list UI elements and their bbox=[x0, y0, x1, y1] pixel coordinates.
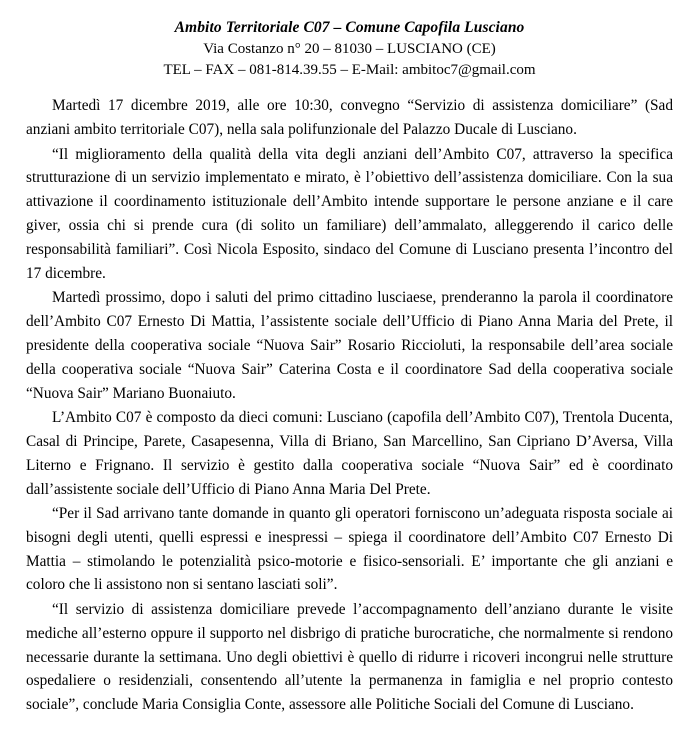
letterhead bbox=[26, 18, 673, 80]
letterhead-address: Via Costanzo n° 20 – 81030 – LUSCIANO (CE) bbox=[203, 40, 496, 57]
paragraph: Martedì 17 dicembre 2019, alle ore 10:30, convegno “Servizio di assistenza domiciliare” (Sad anziani ambito territoriale C07), nella sala polifunzionale del Palazzo Ducale di Lusciano. bbox=[26, 97, 673, 139]
letterhead-contact: TEL – FAX – 081-814.39.55 – E-Mail: ambitoc7@gmail.com bbox=[163, 61, 536, 78]
paragraph: “Per il Sad arrivano tante domande in quanto gli operatori forniscono un’adeguata risposta sociale ai bisogni degli utenti, quelli espressi e inespressi – spiega il coordinatore dell’Ambito C07 Ernesto Di Mattia – stimolando le potenzialità psico-motorie e fisico-sensoriali. E’ importante che gli anziani e coloro che li assistono non si sentano lasciati soli”. bbox=[26, 504, 673, 594]
letterhead-title: Ambito Territoriale C07 – Comune Capofila Lusciano bbox=[174, 19, 525, 36]
paragraph: Martedì prossimo, dopo i saluti del primo cittadino lusciaese, prenderanno la parola il coordinatore dell’Ambito C07 Ernesto Di Mattia, l’assistente sociale dell’Ufficio di Piano Anna Maria del Prete, il presidente della cooperativa sociale “Nuova Sair” Rosario Riccioluti, la responsabile dell’area sociale della cooperativa sociale “Nuova Sair” Caterina Costa e il coordinatore Sad della cooperativa sociale “Nuova Sair” Mariano Buonaiuto. bbox=[26, 289, 673, 402]
document-body bbox=[26, 94, 673, 717]
paragraph: L’Ambito C07 è composto da dieci comuni: Lusciano (capofila dell’Ambito C07), Trentola Ducenta, Casal di Principe, Parete, Casapesenna, Villa di Briano, San Marcellino, San Cipriano D’Aversa, Villa Literno e Frignano. Il servizio è gestito dalla cooperativa sociale “Nuova Sair” ed è coordinato dall’assistente sociale dell’Ufficio di Piano Anna Maria Del Prete. bbox=[26, 408, 673, 498]
paragraph: “Il servizio di assistenza domiciliare prevede l’accompagnamento dell’anziano durante le visite mediche all’esterno oppure il supporto nel disbrigo di pratiche burocratiche, che normalmente si rendono necessarie durante la settimana. Uno degli obiettivi è quello di ridurre i ricoveri incongrui nelle strutture ospedaliere o residenziali, consentendo all’utente la permanenza in famiglia e nel proprio contesto sociale”, conclude Maria Consiglia Conte, assessore alle Politiche Sociali del Comune di Lusciano. bbox=[26, 600, 673, 714]
paragraph: “Il miglioramento della qualità della vita degli anziani dell’Ambito C07, attraverso la specifica strutturazione di un servizio implementato e mirato, è l’obiettivo dell’assistenza domiciliare. Con la sua attivazione il coordinamento istituzionale dell’Ambito intende supportare le persone anziane e il care giver, ossia chi si prende cura (di solito un familiare) dell’ammalato, alleggerendo il carico delle responsabilità familiari”. Così Nicola Esposito, sindaco del Comune di Lusciano presenta l’incontro del 17 dicembre. bbox=[26, 145, 673, 282]
